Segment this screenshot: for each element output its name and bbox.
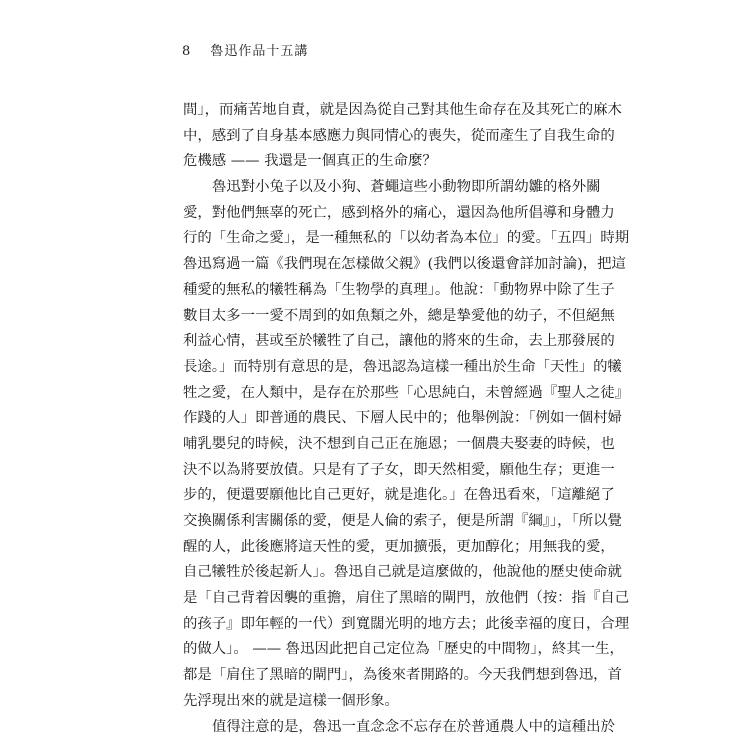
text-line: 愛，對他們無辜的死亡，感到格外的痛心，還因為他所倡導和身體力: [183, 204, 615, 221]
text-line: 決不以為將要放債。只是有了子女，即天然相愛，願他生存；更進一: [183, 461, 615, 478]
text-line: 行的「生命之愛」，是一種無私的「以幼者為本位」的愛。「五四」時期: [183, 230, 630, 247]
text-line: 中，感到了自身基本感應力與同情心的喪失，從而產生了自我生命的: [183, 127, 615, 144]
text-line: 作踐的人」即普通的農民、下層人民中的；他舉例說：「例如一個村婦: [183, 410, 622, 427]
text-line: 數目太多一一愛不周到的如魚類之外，總是摯愛他的幼子，不但絕無: [183, 307, 615, 324]
text-line: 哺乳嬰兒的時候，決不想到自己正在施恩；一個農夫娶妻的時候，也: [183, 435, 615, 452]
body-text: [183, 98, 630, 740]
text-line: 步的，便還要願他比自己更好，就是進化。」在魯迅看來，「這離絕了: [183, 487, 615, 504]
text-line: 是「自己背着因襲的重擔，肩住了黑暗的閘門，放他們（按：指『自己: [183, 590, 630, 607]
text-line: 交換關係利害關係的愛，便是人倫的索子，便是所謂『綱』」，「所以覺: [183, 513, 622, 529]
text-line: 牲之愛，在人類中，是存在於那些「心思純白，未曾經過『聖人之徒』: [183, 384, 630, 401]
text-line: 先浮現出來的就是這樣一個形象。: [183, 692, 399, 709]
text-line: 長途。」而特別有意思的是，魯迅認為這樣一種出於生命「天性」的犧: [183, 358, 622, 375]
text-line: 間」，而痛苦地自責，就是因為從自己對其他生命存在及其死亡的麻木: [183, 102, 622, 118]
text-line: 自己犧牲於後起新人」。魯迅自己就是這麼做的，他說他的歷史使命就: [183, 564, 622, 581]
text-line: 種愛的無私的犧牲稱為「生物學的真理」。他說：「動物界中除了生子: [183, 281, 615, 298]
text-line: 的做人」。 —— 魯迅因此把自己定位為「歷史的中間物」，終其一生，: [183, 641, 624, 658]
running-title: 魯迅作品十五講: [210, 44, 309, 59]
text-line: 魯迅對小兔子以及小狗、蒼蠅這些小動物即所謂幼雛的格外關: [212, 179, 601, 196]
text-line: 利益心情，甚或至於犧牲了自己，讓他的將來的生命，去上那發展的: [183, 333, 615, 350]
page-number: 8: [182, 44, 192, 59]
running-head: [182, 40, 308, 59]
text-line: 魯迅寫過一篇《我們現在怎樣做父親》(我們以後還會詳加討論)，把這: [183, 256, 626, 273]
text-line: 都是「肩住了黑暗的閘門」，為後來者開路的。今天我們想到魯迅，首: [183, 667, 622, 684]
text-line: 醒的人，此後應將這天性的愛，更加擴張，更加醇化；用無我的愛，: [183, 538, 615, 555]
text-line: 的孩子』即年輕的一代）到寬闊光明的地方去；此後幸福的度日，合理: [183, 615, 630, 632]
text-line: 值得注意的是，魯迅一直念念不忘存在於普通農人中的這種出於: [212, 718, 615, 735]
text-line: 危機感 —— 我還是一個真正的生命麼？: [183, 153, 437, 170]
